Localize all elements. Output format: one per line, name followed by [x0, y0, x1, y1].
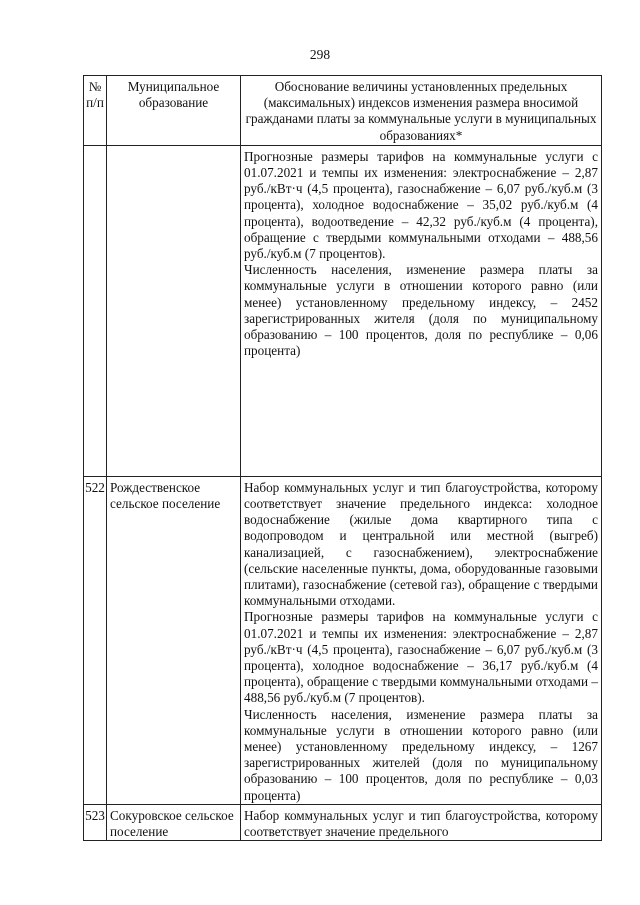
table-row — [84, 476, 602, 804]
paragraph-population: Численность населения, изменение размера платы за коммунальные услуги в отношении которого равно (или менее) установленному предельному индексу, – 1267 зарегистрированных жителей (доля по муниципальному образованию – 100 процентов, доля по республике – 0,03 процента) — [244, 706, 598, 803]
paragraph-services: Набор коммунальных услуг и тип благоустройства, которому соответствует значение предельного индекса: холодное водоснабжение (жилые дома квартирного типа с водопроводом и центральной или местной (выгреб) канализацией, с газоснабжением), электроснабжение (сельские населенные пункты, дома, оборудованные газовыми плитами), газоснабжение (сетевой газ), обращение с твердыми коммунальными отходами. — [244, 479, 598, 609]
header-justification: Обоснование величины установленных предельных (максимальных) индексов изменения размера вносимой гражданами платы за коммунальные услуги в муниципальных образованиях* — [241, 76, 602, 146]
row-num: 523 — [84, 804, 107, 840]
table-header-row — [84, 76, 602, 146]
paragraph-services: Набор коммунальных услуг и тип благоустройства, которому соответствует значение предельного — [244, 807, 598, 840]
row-num: 522 — [84, 476, 107, 804]
row-justification — [241, 804, 602, 840]
paragraph-population: Численность населения, изменение размера платы за коммунальные услуги в отношении которого равно (или менее) установленному предельному индексу, – 2452 зарегистрированных жителя (доля по муниципальному образованию – 100 процентов, доля по республике – 0,06 процента) — [244, 262, 598, 359]
paragraph-tariffs: Прогнозные размеры тарифов на коммунальные услуги с 01.07.2021 и темпы их изменения: электроснабжение – 2,87 руб./кВт·ч (4,5 процента), газоснабжение – 6,07 руб./куб.м (3 процента), холодное водоснабжение – 36,17 руб./куб.м (4 процента), обращение с твердыми коммунальными отходами – 488,56 руб./куб.м (7 процентов). — [244, 609, 598, 706]
page-number: 298 — [309, 47, 331, 62]
table-row — [84, 804, 602, 840]
row-municipality — [107, 145, 241, 476]
tariff-index-table — [83, 75, 602, 841]
table-row — [84, 145, 602, 476]
row-municipality: Рождественское сельское поселение — [107, 476, 241, 804]
paragraph-tariffs: Прогнозные размеры тарифов на коммунальные услуги с 01.07.2021 и темпы их изменения: электроснабжение – 2,87 руб./кВт·ч (4,5 процента), газоснабжение – 6,07 руб./куб.м (3 процента), холодное водоснабжение – 35,02 руб./куб.м (4 процента), водоотведение – 42,32 руб./куб.м (4 процента), обращение с твердыми коммунальными отходами – 488,56 руб./куб.м (7 процентов). — [244, 148, 598, 262]
header-num: № п/п — [84, 76, 107, 146]
row-municipality: Сокуровское сельское поселение — [107, 804, 241, 840]
row-justification — [241, 476, 602, 804]
row-num — [84, 145, 107, 476]
header-municipality: Муниципальное образование — [107, 76, 241, 146]
row-justification — [241, 145, 602, 476]
